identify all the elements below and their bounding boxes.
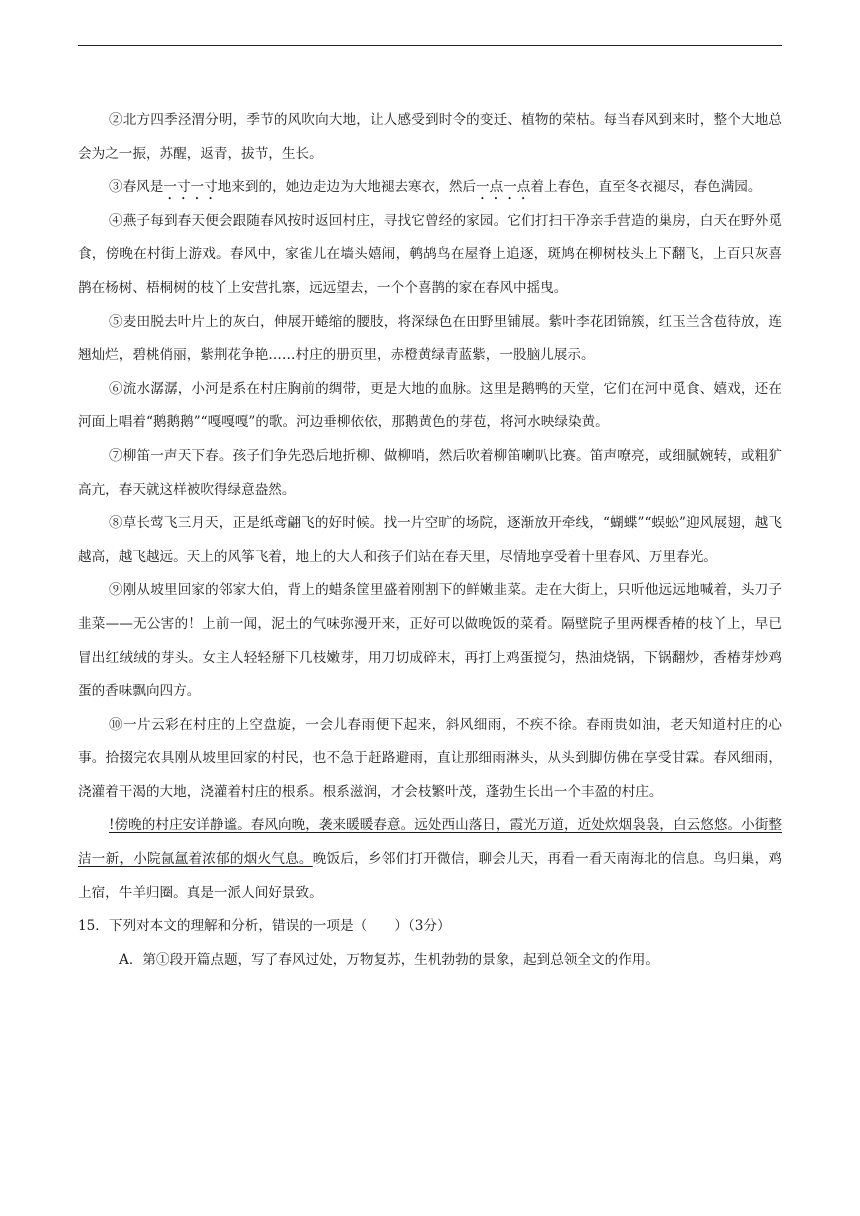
paragraph-3 bbox=[78, 171, 782, 205]
paragraph-5: ⑤麦田脱去叶片上的灰白，伸展开蜷缩的腰肢，将深绿色在田野里铺展。紫叶李花团锦簇，红玉兰含苞待放，连翘灿烂，碧桃俏丽，紫荆花争艳……村庄的册页里，赤橙黄绿青蓝紫，一股脑儿展示。 bbox=[78, 313, 782, 364]
paragraph-3-part3: 着上春色，直至冬衣褪尽，春色满园。 bbox=[530, 179, 762, 196]
paragraph-2: ②北方四季泾渭分明，季节的风吹向大地，让人感受到时令的变迁、植物的荣枯。每当春风到来时，整个大地总会为之一振，苏醒，返青，拔节，生长。 bbox=[78, 112, 782, 162]
option-a: A．第①段开篇点题，写了春风过处，万物复苏，生机勃勃的景象，起到总领全文的作用。 bbox=[119, 951, 659, 968]
article-body bbox=[78, 104, 782, 977]
paragraph-11-rest: 晚饭后，乡邻们打开微信，聊会儿天，再看一看天南海北的信息。鸟归巢，鸡上宿，牛羊归圈。真是一派人间好景致。 bbox=[78, 851, 783, 901]
paragraph-6: ⑥流水潺潺，小河是系在村庄胸前的绸带，更是大地的血脉。这里是鹅鸭的天堂，它们在河中觅食、嬉戏，还在河面上唱着“鹅鹅鹅”“嘎嘎嘎”的歌。河边垂柳依依，那鹅黄色的芽苞，将河水映绿染黄。 bbox=[78, 380, 782, 431]
paragraph-11 bbox=[78, 809, 782, 910]
paragraph-9: ⑨刚从坡里回家的邻家大伯，背上的蜡条筐里盛着刚割下的鲜嫩韭菜。走在大街上，只听他远远地喊着，头刀子韭菜——无公害的！上前一闻，泥土的气味弥漫开来，正好可以做晚饭的菜肴。隔壁院子里两棵香椿的枝丫上，早已冒出红绒绒的芽头。女主人轻轻掰下几枝嫩芽，用刀切成碎末，再打上鸡蛋搅匀，热油烧锅，下锅翻炒，香椿芽炒鸡蛋的香味飘向四方。 bbox=[78, 582, 782, 700]
paragraph-8: ⑧草长莺飞三月天，正是纸鸢翩飞的好时候。找一片空旷的场院，逐渐放开牵线，“蝴蝶”“蜈蚣”迎风展翅，越飞越高，越飞越远。天上的风筝飞着，地上的大人和孩子们站在春天里，尽情地享受着十里春风、万里春光。 bbox=[78, 515, 782, 565]
paragraph-3-part2: 地来到的，她边走边为大地褪去寒衣，然后 bbox=[217, 179, 477, 196]
underlined-sentence: !傍晚的村庄安详静谧。春风向晚，袭来暖暖春意。远处西山落日，霞光万道，近处炊烟袅袅，白云悠悠。小街整洁一新，小院氤氲着浓郁的烟火气息。 bbox=[78, 817, 782, 868]
question-15: 15．下列对本文的理解和分析，错误的一项是（ ）（3分） bbox=[78, 918, 451, 935]
paragraph-3-part1: ③春风是 bbox=[109, 179, 164, 196]
paragraph-10: ⑩一片云彩在村庄的上空盘旋，一会儿春雨便下起来，斜风细雨，不疾不徐。春雨贵如油，老天知道村庄的心事。拾掇完农具刚从坡里回家的村民，也不急于赶路避雨，直让那细雨淋头，从头到脚仿佛在享受甘霖。春风细雨，浇灌着干渴的大地，浇灌着村庄的根系。根系滋润，才会枝繁叶茂，蓬勃生长出一个丰盈的村庄。 bbox=[78, 716, 782, 800]
header-rule bbox=[78, 45, 782, 46]
emphasis-dotted-2: 一点一点 bbox=[476, 179, 531, 196]
paragraph-7: ⑦柳笛一声天下春。孩子们争先恐后地折柳、做柳哨，然后吹着柳笛喇叭比赛。笛声嘹亮，或细腻婉转，或粗犷高亢，春天就这样被吹得绿意盎然。 bbox=[78, 447, 782, 498]
paragraph-4: ④燕子每到春天便会跟随春风按时返回村庄，寻找它曾经的家园。它们打扫干净亲手营造的巢房，白天在野外觅食，傍晚在村街上游戏。春风中，家雀儿在墙头嬉闹，鹌鸪鸟在屋脊上追逐，斑鸠在柳树枝头上下翻飞，上百只灰喜鹊在杨树、梧桐树的枝丫上安营扎寨，远远望去，一个个喜鹊的家在春风中摇曳。 bbox=[78, 212, 782, 296]
emphasis-dotted-1: 一寸一寸 bbox=[163, 179, 218, 196]
